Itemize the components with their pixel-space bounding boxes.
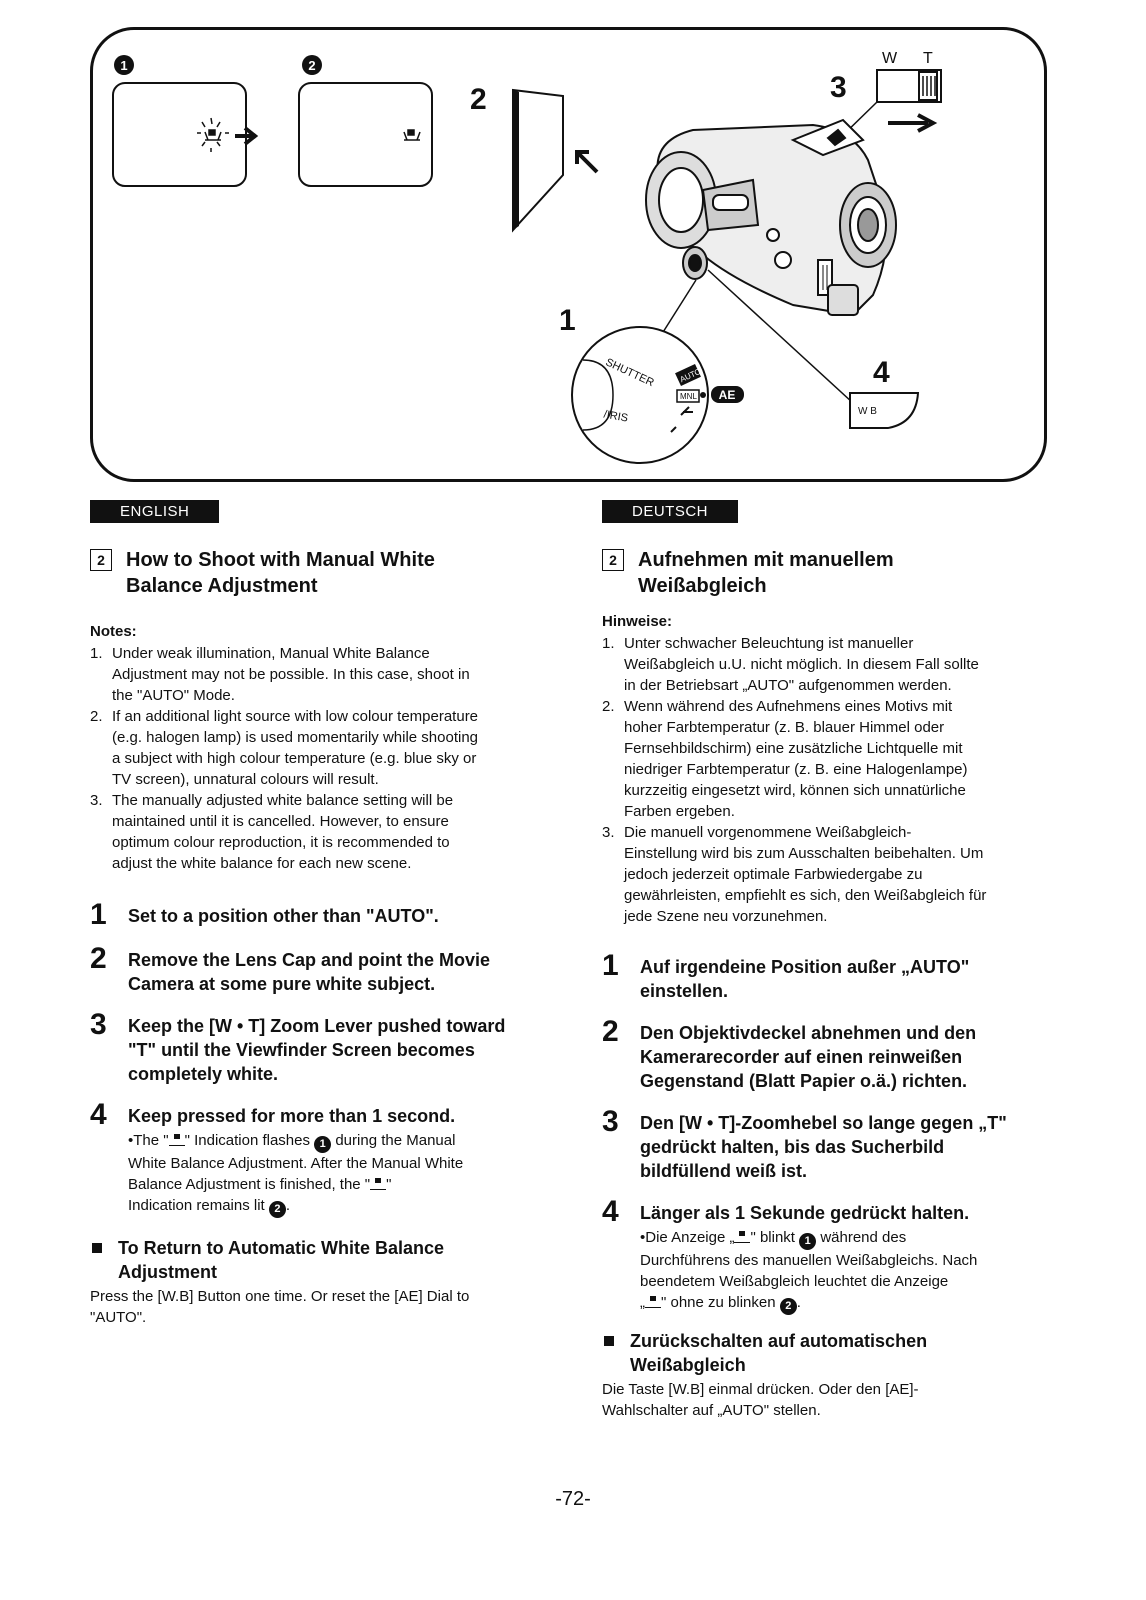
callout-1: 1 (559, 304, 576, 337)
badge-1-icon (114, 55, 134, 75)
callout-4: 4 (873, 356, 890, 389)
step-4-detail: •Die Anzeige „ " blinkt 1 während des Durchführens des manuellen Weißabgleichs. Nach beendetem Weißabgleich leuchtet die Anzeige „ " ohne zu blinken 2 . (640, 1227, 977, 1315)
svg-text:W B: W B (858, 406, 877, 417)
wb-button-icon (850, 393, 918, 428)
square-bullet-icon (604, 1336, 614, 1346)
section-number-box: 2 (602, 549, 624, 571)
callout-2: 2 (470, 83, 487, 116)
zoom-t-label: T (923, 50, 933, 67)
note-item: 1. Unter schwacher Beleuchtung ist manueller Weißabgleich u.U. nicht möglich. In diesem Fall sollte in der Betriebsart „AUTO" aufgenommen werden. (602, 635, 979, 694)
note-item: 3. Die manuell vorgenommene Weißabgleich- Einstellung wird bis zum Ausschalten beibehalten. Um jedoch jederzeit optimale Farbwiedergabe zu gewährleisten, empfiehlt es sich, den Weißabgleich für jede Szene neu vorzunehmen. (602, 824, 987, 925)
ae-badge-icon (711, 386, 744, 403)
wb-indicator-icon (734, 1231, 750, 1243)
callout-3: 3 (830, 71, 847, 104)
step-item: 3 Den [W • T]-Zoomhebel so lange gegen „T" gedrückt halten, bis das Sucherbild bildfüllend weiß ist. (602, 1105, 1007, 1181)
badge-2-icon (302, 55, 322, 75)
step-item: 1 Set to a position other than "AUTO". (90, 898, 439, 931)
svg-text:MNL: MNL (680, 392, 697, 401)
deutsch-column (602, 500, 1042, 1421)
note-item: 1. Under weak illumination, Manual White Balance Adjustment may not be possible. In this case, shoot in the "AUTO" Mode. (90, 645, 470, 704)
note-item: 2. Wenn während des Aufnehmens eines Motivs mit hoher Farbtemperatur (z. B. blauer Himmel oder Fernsehbildschirm) eine zusätzliche Lichtquelle mit niedriger Farbtemperatur (z. B. eine Halogenlampe) kurzzeitig eingesetzt wird, können sich unnatürliche Farben ergeben. (602, 698, 968, 820)
arrow-right-icon (235, 128, 255, 144)
page-number: -72- (555, 1488, 591, 1510)
step-item: 2 Den Objektivdeckel abnehmen und den Kamerarecorder auf einen reinweißen Gegenstand (Blatt Papier o.ä.) richten. (602, 1015, 977, 1091)
svg-text:/IRIS: /IRIS (602, 408, 629, 425)
notes-list (90, 643, 530, 874)
square-bullet-icon (92, 1243, 102, 1253)
notes-title: Notes: (90, 623, 137, 640)
section-title: How to Shoot with Manual White Balance Adjustment (126, 549, 435, 597)
svg-text:AUTO: AUTO (678, 366, 703, 385)
badge-2-icon: 2 (780, 1298, 797, 1315)
english-column (90, 500, 530, 1328)
ae-dial-icon (572, 327, 708, 463)
video-camera-icon (646, 120, 896, 315)
step-item: 3 Keep the [W • T] Zoom Lever pushed toward "T" until the Viewfinder Screen becomes completely white. (90, 1008, 506, 1084)
camera-illustration (93, 30, 1047, 482)
notes-title: Hinweise: (602, 613, 673, 630)
return-auto-wb-text: Press the [W.B] Button one time. Or reset the [AE] Dial to "AUTO". (90, 1288, 470, 1326)
badge-1-icon: 1 (799, 1233, 816, 1250)
bullet-dot (700, 392, 706, 398)
note-item: 2. If an additional light source with low colour temperature (e.g. halogen lamp) is used momentarily while shooting a subject with high colour temperature (e.g. blue sky or TV screen), unnatural colours will result. (90, 708, 479, 788)
steps-list (90, 900, 530, 1218)
badge-2-icon: 2 (269, 1201, 286, 1218)
white-paper-subject (513, 90, 563, 230)
return-auto-wb-heading: Zurückschalten auf automatischen Weißabgleich (602, 1329, 1042, 1377)
step-4-detail: •The " " Indication flashes 1 during the Manual White Balance Adjustment. After the Manual White Balance Adjustment is finished, the " " Indication remains lit 2 . (128, 1130, 463, 1218)
section-heading (90, 547, 530, 599)
return-auto-wb-heading: To Return to Automatic White Balance Adjustment (90, 1236, 530, 1284)
arrow-right-icon (888, 115, 933, 131)
section-heading (602, 547, 1042, 599)
notes-list (602, 633, 1042, 927)
wb-indicator-lit-icon (404, 130, 420, 140)
svg-text:AE: AE (718, 388, 736, 402)
section-title: Aufnehmen mit manuellem Weißabgleich (638, 549, 894, 597)
language-tag-deutsch: DEUTSCH (602, 500, 738, 523)
illustration-panel (90, 27, 1047, 482)
section-number-box: 2 (90, 549, 112, 571)
viewfinder-screen-flashing (113, 83, 246, 186)
svg-text:1: 1 (120, 58, 128, 73)
language-tag-english: ENGLISH (90, 500, 219, 523)
svg-text:SHUTTER: SHUTTER (603, 356, 656, 390)
arrow-up-left-icon (577, 152, 597, 172)
wb-indicator-icon (370, 1178, 386, 1190)
zoom-w-label: W (882, 50, 898, 67)
svg-text:2: 2 (308, 58, 316, 73)
note-item: 3. The manually adjusted white balance setting will be maintained until it is cancelled. However, to ensure optimum colour reproduction, it is recommended to adjust the white balance for each new scene. (90, 792, 454, 872)
wb-indicator-icon (645, 1296, 661, 1308)
steps-list (602, 951, 1042, 1315)
badge-1-icon: 1 (314, 1136, 331, 1153)
return-auto-wb-text: Die Taste [W.B] einmal drücken. Oder den [AE]- Wahlschalter auf „AUTO" stellen. (602, 1381, 919, 1419)
step-item: 1 Auf irgendeine Position außer „AUTO" einstellen. (602, 949, 970, 1001)
wb-indicator-icon (169, 1134, 185, 1146)
step-item: 2 Remove the Lens Cap and point the Movie Camera at some pure white subject. (90, 942, 491, 994)
step-item: 4 Keep pressed for more than 1 second. •The " " Indication flashes 1 during the Manual White Balance Adjustment. After the Manual White Balance Adjustment is finished, the " " Indication remains lit 2 . (90, 1100, 530, 1218)
step-item: 4 Länger als 1 Sekunde gedrückt halten. •Die Anzeige „ " blinkt 1 während des Durchführens des manuellen Weißabgleichs. Nach beendetem Weißabgleich leuchtet die Anzeige „ " ohne zu blinken 2 . (602, 1197, 1042, 1315)
wb-indicator-flashing-icon (197, 118, 229, 152)
